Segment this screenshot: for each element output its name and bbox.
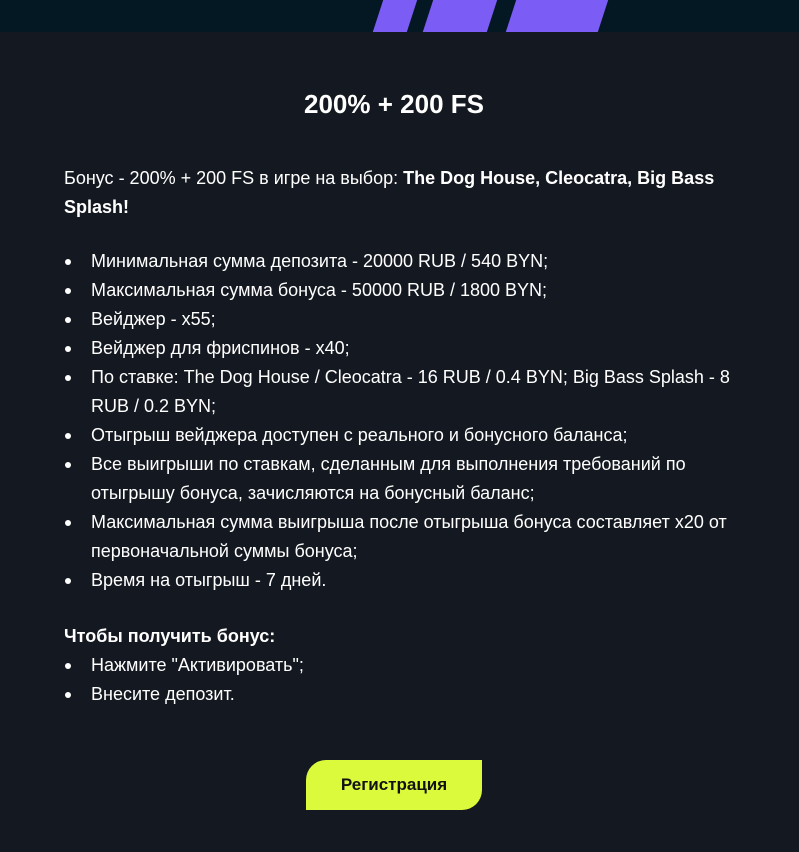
banner-stripe — [423, 0, 497, 32]
intro-suffix: ! — [123, 197, 130, 217]
steps-list — [64, 651, 744, 709]
list-item: По ставке: The Dog House / Cleocatra - 16 RUB / 0.4 BYN; Big Bass Splash - 8 RUB / 0.2 BYN; — [64, 363, 744, 421]
list-item: Отыгрыш вейджера доступен с реального и бонусного баланса; — [64, 421, 744, 450]
list-item: Максимальная сумма бонуса - 50000 RUB / 1800 BYN; — [64, 276, 744, 305]
list-item: Минимальная сумма депозита - 20000 RUB / 540 BYN; — [64, 247, 744, 276]
register-button[interactable]: Регистрация — [306, 760, 482, 810]
list-item: Все выигрыши по ставкам, сделанным для выполнения требований по отыгрышу бонуса, зачисляются на бонусный баланс; — [64, 450, 744, 508]
list-item: Максимальная сумма выигрыша после отыгрыша бонуса составляет x20 от первоначальной суммы бонуса; — [64, 508, 744, 566]
list-item: Внесите депозит. — [64, 680, 744, 709]
banner-stripe — [506, 0, 608, 32]
list-item: Вейджер для фриспинов - x40; — [64, 334, 744, 363]
terms-list — [64, 247, 744, 595]
bonus-intro — [64, 164, 744, 222]
intro-games: The Dog House, Cleocatra, Big Bass Splash — [64, 168, 715, 217]
banner-stripe — [373, 0, 417, 32]
intro-prefix: Бонус - 200% + 200 FS в игре на выбор: — [64, 168, 404, 188]
how-to-title: Чтобы получить бонус: — [64, 626, 276, 646]
list-item: Вейджер - x55; — [64, 305, 744, 334]
list-item: Нажмите "Активировать"; — [64, 651, 744, 680]
list-item: Время на отыгрыш - 7 дней. — [64, 566, 744, 595]
top-banner — [0, 0, 799, 32]
page-title: 200% + 200 FS — [304, 89, 484, 119]
